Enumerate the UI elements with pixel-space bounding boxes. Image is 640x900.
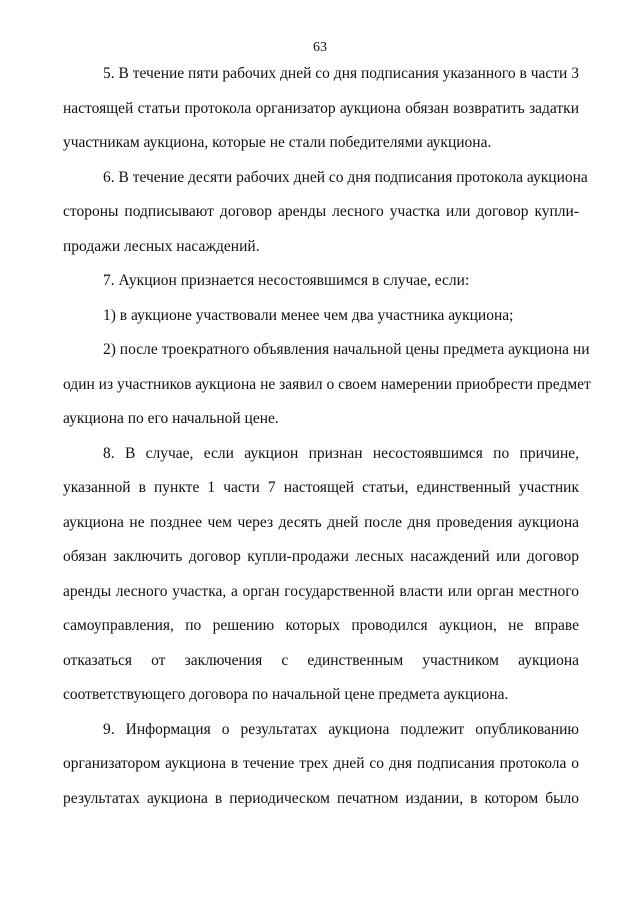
text-line: указанной в пункте 1 части 7 настоящей статьи, единственный участник — [63, 479, 579, 496]
paragraph-9 — [63, 713, 579, 817]
text-line: соответствующего договора по начальной цене предмета аукциона. — [63, 686, 509, 703]
text-line: аукциона по его начальной цене. — [63, 410, 279, 427]
text-line: стороны подписывают договор аренды лесного участка или договор купли- — [63, 203, 579, 220]
text-line: 6. В течение десяти рабочих дней со дня подписания протокола аукциона — [103, 168, 588, 186]
page-number: 63 — [313, 40, 327, 55]
text-line: 2) после троекратного объявления начальной цены предмета аукциона ни — [103, 341, 590, 358]
paragraph-7 — [63, 264, 579, 299]
paragraph-8 — [63, 437, 579, 713]
body-text — [63, 57, 591, 816]
text-line: участникам аукциона, которые не стали победителями аукциона. — [63, 134, 492, 151]
text-line: отказаться от заключения с единственным участником аукциона — [63, 651, 579, 669]
text-line: 8. В случае, если аукцион признан несостоявшимся по причине, — [103, 444, 579, 462]
text-line: настоящей статьи протокола организатор аукциона обязан возвратить задатки — [63, 99, 579, 117]
paragraph-7-item-1 — [63, 299, 579, 334]
text-line: один из участников аукциона не заявил о своем намерении приобрести предмет — [63, 375, 591, 393]
text-line: 9. Информация о результатах аукциона подлежит опубликованию — [103, 720, 579, 738]
text-line: продажи лесных насаждений. — [63, 237, 260, 255]
paragraph-7-item-2 — [63, 333, 591, 437]
text-line: самоуправления, по решению которых проводился аукцион, не вправе — [63, 617, 579, 634]
text-line: обязан заключить договор купли-продажи лесных насаждений или договор — [63, 548, 579, 565]
text-line: 7. Аукцион признается несостоявшимся в случае, если: — [103, 272, 470, 289]
text-line: аукциона не позднее чем через десять дней после дня проведения аукциона — [63, 513, 579, 531]
text-line: 5. В течение пяти рабочих дней со дня подписания указанного в части 3 — [103, 65, 579, 82]
paragraph-6 — [63, 161, 588, 265]
text-line: аренды лесного участка, а орган государственной власти или орган местного — [63, 582, 579, 600]
text-line: результатах аукциона в периодическом печатном издании, в котором было — [63, 789, 579, 807]
text-line: организатором аукциона в течение трех дней со дня подписания протокола о — [63, 755, 579, 772]
text-line: 1) в аукционе участвовали менее чем два участника аукциона; — [103, 306, 514, 324]
paragraph-5 — [63, 57, 579, 161]
